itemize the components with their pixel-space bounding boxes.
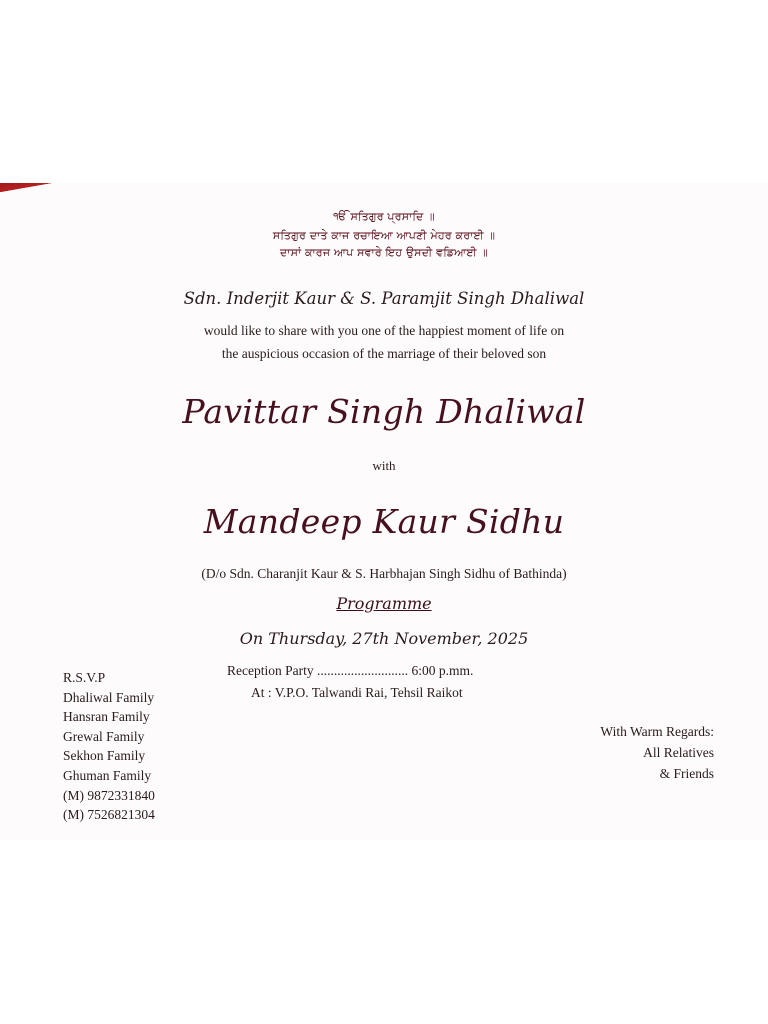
gurbani-line-2: ਸਤਿਗੁਰ ਦਾਤੇ ਕਾਜ ਰਚਾਇਆ ਆਪਣੀ ਮੇਹਰ ਕਰਾਈ ॥ [272, 229, 496, 242]
bride-name: Mandeep Kaur Sidhu [203, 502, 565, 541]
regards-block [600, 721, 714, 784]
invite-line-2: the auspicious occasion of the marriage of their beloved son [221, 346, 547, 361]
regards-line-3: & Friends [659, 766, 714, 781]
regards-line-1: With Warm Regards: [600, 724, 714, 739]
regards-line-2: All Relatives [643, 745, 714, 760]
hosts-names: Sdn. Inderjit Kaur & S. Paramjit Singh Dhaliwal [183, 289, 585, 308]
rsvp-family: Sekhon Family [63, 748, 146, 764]
rsvp-title: R.S.V.P [63, 670, 106, 685]
red-corner-ribbon [0, 183, 58, 193]
programme-heading: Programme [336, 594, 432, 613]
rsvp-family: Dhaliwal Family [63, 689, 155, 705]
reception-party-line: Reception Party ........................... 6:00 p.mm. [227, 663, 474, 678]
rsvp-phone: (M) 7526821304 [63, 807, 155, 823]
rsvp-family: Grewal Family [63, 728, 145, 744]
with-text: with [372, 458, 396, 473]
bride-parents: (D/o Sdn. Charanjit Kaur & S. Harbhajan Singh Sidhu of Bathinda) [201, 566, 567, 581]
venue-line: At : V.P.O. Talwandi Rai, Tehsil Raikot [251, 685, 463, 700]
invite-line-1: would like to share with you one of the happiest moment of life on [203, 323, 565, 338]
groom-name: Pavittar Singh Dhaliwal [182, 392, 586, 431]
rsvp-block [63, 668, 155, 825]
gurbani-line-3: ਦਾਸਾਂ ਕਾਰਜ ਆਪ ਸਵਾਰੇ ਇਹ ਉਸਦੀ ਵਡਿਆਈ ॥ [280, 246, 488, 259]
programme-date: On Thursday, 27th November, 2025 [239, 629, 529, 648]
rsvp-family: Hansran Family [63, 709, 150, 725]
rsvp-phone: (M) 9872331840 [63, 787, 155, 803]
rsvp-family: Ghuman Family [63, 767, 152, 783]
gurbani-line-1: ੴ ਸਤਿਗੁਰ ਪ੍ਰਸਾਦਿ ॥ [333, 210, 435, 223]
